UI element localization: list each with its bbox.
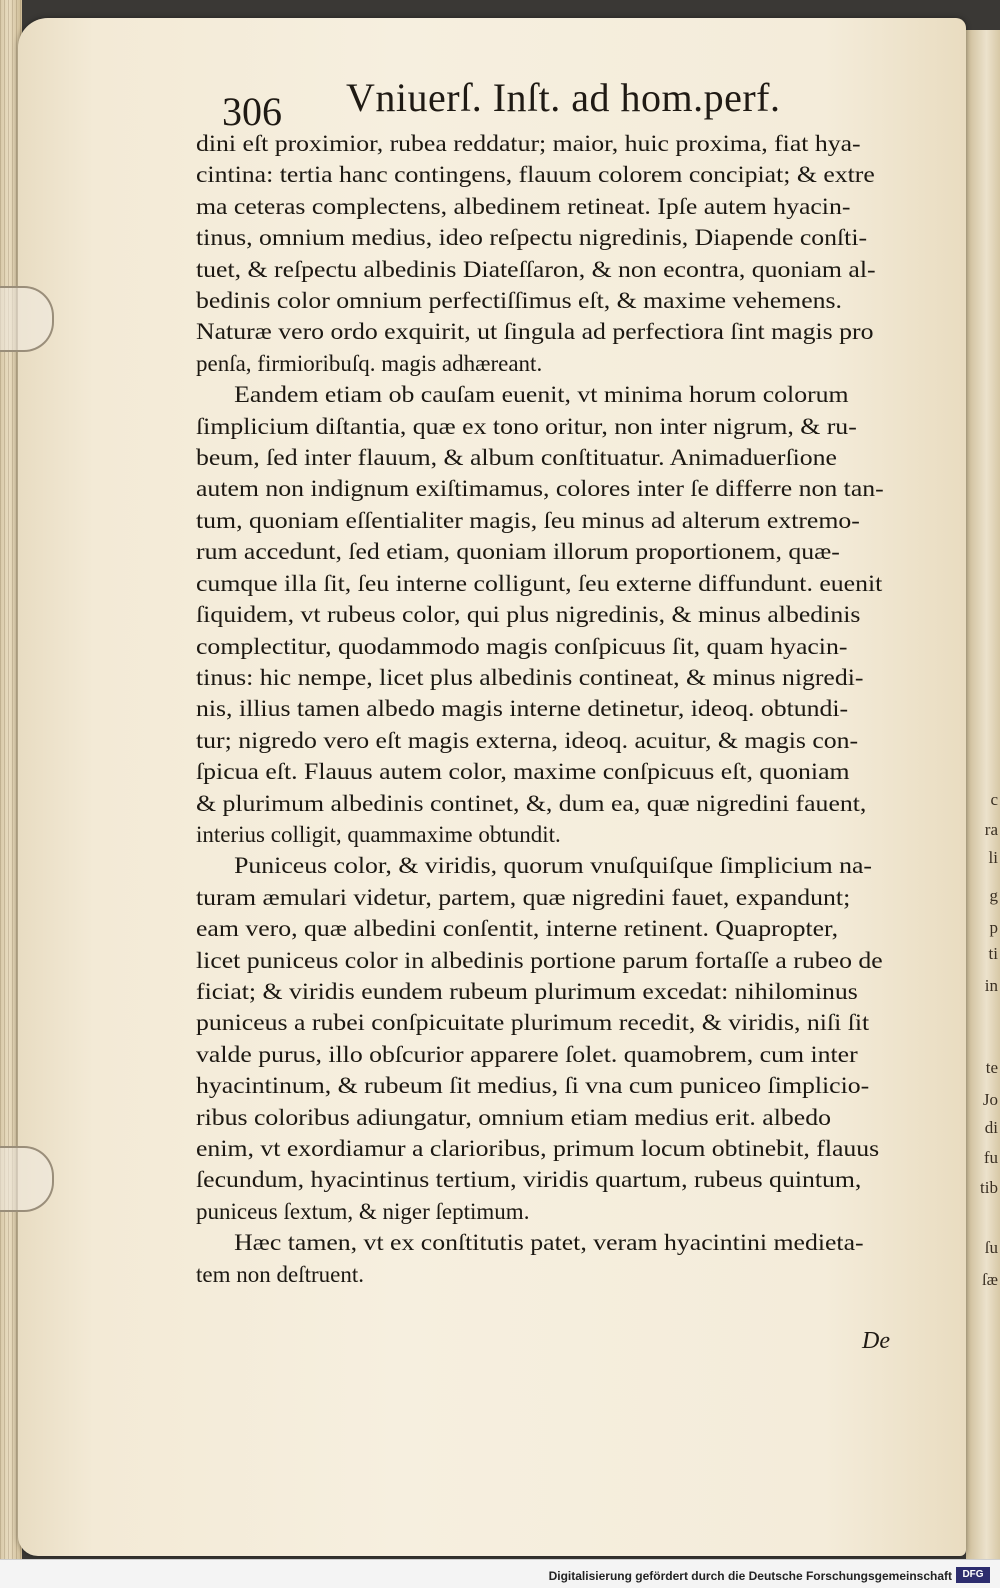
text-line: tuet, & reſpectu albedinis Diateſſaron, & non econtra, quoniam al- [196,256,876,282]
text-line: cintina: tertia hanc contingens, flauum colorem concipiat; & extre [196,162,875,188]
text-line: penſa, firmioribuſq. magis adhæreant. [196,350,543,376]
margin-fragment: tib [980,1178,998,1197]
text-line: tum, quoniam eſſentialiter magis, ſeu minus ad alterum extremo- [196,507,860,533]
text-line: ma ceteras complectens, albedinem retineat. Ipſe autem hyacin- [196,193,851,219]
text-line: valde purus, illo obſcurior apparere ſolet. quamobrem, cum inter [196,1041,858,1067]
text-line: puniceus a rubei conſpicuitate plurimum recedit, & viridis, niſi ſit [196,1010,870,1036]
text-line: ſecundum, hyacintinus tertium, viridis quartum, rubeus quintum, [196,1167,862,1193]
margin-fragment: fu [983,1148,998,1167]
margin-fragment: g [989,886,998,905]
margin-fragment: te [985,1058,998,1077]
text-line: beum, ſed inter flauum, & album conſtituatur. Animaduerſione [196,445,838,471]
text-line: tinus: hic nempe, licet plus albedinis contineat, & minus nigredi- [196,664,864,690]
text-line: puniceus ſextum, & niger ſeptimum. [196,1198,530,1224]
text-line: tem non deſtruent. [196,1261,364,1287]
margin-fragment: in [984,976,998,995]
text-line: Hæc tamen, vt ex conſtitutis patet, veram hyacintini medieta- [234,1230,864,1256]
digitization-credit: Digitalisierung gefördert durch die Deutsche Forschungsgemeinschaft [548,1569,952,1583]
text-line: Eandem etiam ob cauſam euenit, vt minima horum colorum [234,382,849,408]
text-line: ribus coloribus adiungatur, omnium etiam medius erit. albedo [196,1104,831,1130]
margin-fragment: ra [984,820,998,839]
text-line: eam vero, quæ albedini conſentit, interne retinent. Quapropter, [196,916,839,942]
margin-fragment: di [984,1118,998,1137]
text-line: cumque illa ſit, ſeu interne colligunt, ſeu externe diffundunt. euenit [196,570,883,596]
bookmark-tab-lower [0,1146,54,1212]
margin-fragment: p [989,918,998,937]
margin-fragment: li [988,848,998,867]
margin-fragment: ſæ [981,1270,998,1289]
text-line: enim, vt exordiamur a clarioribus, primum locum obtinebit, flauus [196,1136,880,1161]
page-header [222,74,781,134]
text-line: tur; nigredo vero eſt magis externa, ideoq. acuitur, & magis con- [196,727,859,753]
margin-fragment: ſu [984,1238,998,1257]
text-line: nis, illius tamen albedo magis interne detinetur, ideoq. obtundi- [196,696,849,722]
text-line: rum accedunt, ſed etiam, quoniam illorum proportionem, quæ- [196,539,840,565]
text-line: & plurimum albedinis continet, &, dum ea, quæ nigredini fauent, [196,790,867,816]
margin-fragment: Jo [982,1090,998,1109]
page-number: 306 [222,89,282,134]
text-line: complectitur, quodammodo magis conſpicuus ſit, quam hyacin- [196,633,848,659]
text-line: hyacintinum, & rubeum ſit medius, ſi vna cum puniceo ſimplicio- [196,1073,870,1099]
text-line: autem non indignum exiſtimamus, colores inter ſe differre non tan- [196,476,884,502]
text-line: tinus, omnium medius, ideo reſpectu nigredinis, Diapende conſti- [196,225,868,251]
text-line: ſimplicium diſtantia, quæ ex tono oritur, non inter nigrum, & ru- [196,413,857,439]
footer-bar [0,1559,1000,1588]
catchword: De [862,1328,890,1354]
text-line: dini eſt proximior, rubea reddatur; maior, huic proxima, fiat hya- [196,131,861,156]
text-line: Naturæ vero ordo exquirit, ut ſingula ad perfectiora ſint magis pro [196,319,874,345]
text-line: ſpicua eſt. Flauus autem color, maxime conſpicuus eſt, quoniam [196,759,850,785]
running-head: Vniuerſ. Inſt. ad hom.perf. [346,75,781,120]
text-line: ſiquidem, vt rubeus color, qui plus nigredinis, & minus albedinis [196,602,861,628]
text-line: bedinis color omnium perfectiſſimus eſt, & maxime vehemens. [196,288,843,314]
margin-fragment: c [990,790,998,809]
text-line: licet puniceus color in albedinis portione parum fortaſſe a rubeo de [196,947,883,973]
text-line: interius colligit, quammaxime obtundit. [196,821,561,847]
margin-fragment: ti [988,944,998,963]
text-line: ficiat; & viridis eundem rubeum plurimum excedat: nihilominus [196,978,858,1004]
text-line: turam æmulari videtur, partem, quæ nigredini fauet, expandunt; [196,884,851,910]
bookmark-tab-upper [0,286,54,352]
text-line: Puniceus color, & viridis, quorum vnuſquiſque ſimplicium na- [234,853,872,879]
dfg-logo: DFG [956,1567,990,1583]
body-text [196,128,936,1290]
